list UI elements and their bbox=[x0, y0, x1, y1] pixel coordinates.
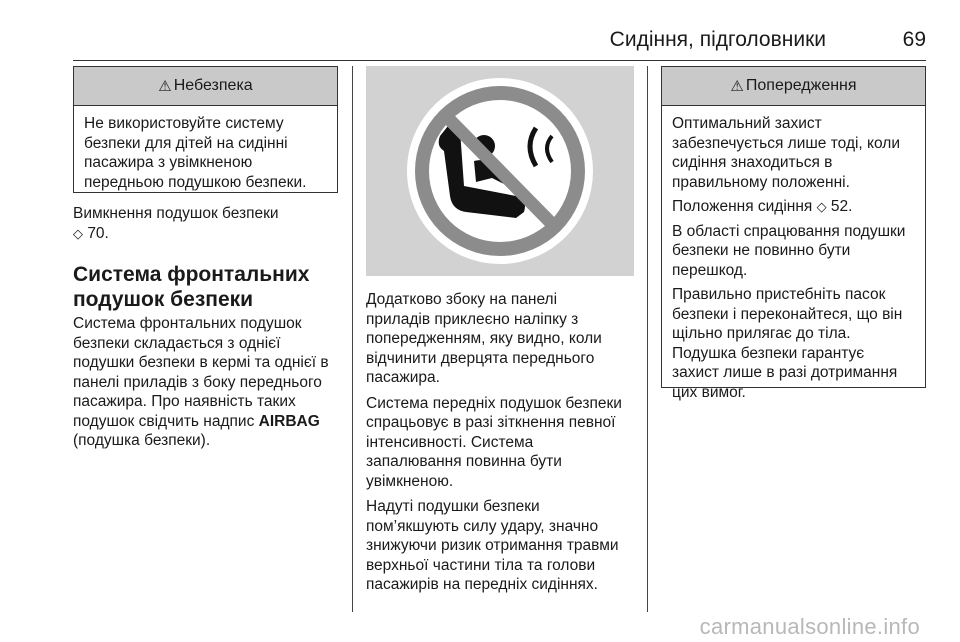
middle-text bbox=[366, 290, 641, 601]
airbag-label: AIRBAG bbox=[258, 412, 320, 430]
text-line: подушки безпеки в кермі та однієї в bbox=[73, 354, 329, 371]
text-line: пасажира. Про наявність таких bbox=[73, 393, 296, 410]
section-heading: Система фронтальних подушок безпеки bbox=[73, 263, 310, 311]
reference-link[interactable]: ◇ 70. bbox=[73, 224, 109, 242]
text-line: Система фронтальних подушок bbox=[73, 315, 302, 332]
text-line: пасажира з увімкненою bbox=[84, 154, 253, 171]
watermark: carmanualsonline.info bbox=[699, 614, 920, 639]
warning-box-header bbox=[662, 67, 925, 106]
arrow-icon: ◇ bbox=[816, 199, 827, 214]
warning-triangle-icon: ⚠ bbox=[158, 78, 172, 95]
warning-box-body: Оптимальний захист забезпечується лише тоді, коли сидіння знаходиться в правильному положенні. Положення сидіння ◇ 52. В області спрацювання подушки безпеки не повинно бути перешкод. Правильно пристебніть пасок безпеки і переконайтеся, що він щільно прилягає до тіла. Подушка безпеки гарантує захист лише в разі дотримання цих вимог. bbox=[662, 106, 925, 415]
deployment-paragraph: Система передніх подушок безпеки спрацьовує в разі зіткнення певної інтенсивності. Система запалювання повинна бути увімкненою. bbox=[366, 394, 622, 490]
reference-link[interactable]: ◇ 52. bbox=[816, 198, 853, 215]
danger-box-header bbox=[74, 67, 337, 106]
text-line: панелі приладів з боку переднього bbox=[73, 373, 322, 391]
text-line: безпеки для дітей на сидінні bbox=[84, 134, 288, 152]
airbag-description bbox=[73, 314, 348, 451]
danger-box-body bbox=[74, 106, 337, 200]
airbag-deactivation-reference bbox=[73, 204, 343, 243]
danger-box-title: Небезпека bbox=[173, 77, 253, 94]
warning-box-title: Попередження bbox=[745, 77, 857, 94]
text-line: передньою подушкою безпеки. bbox=[84, 173, 307, 191]
warning-triangle-icon: ⚠ bbox=[730, 78, 744, 95]
header-rule bbox=[73, 60, 926, 61]
warning-box bbox=[661, 66, 926, 401]
page-header-title: Сидіння, підголовники bbox=[609, 28, 826, 51]
arrow-icon: ◇ bbox=[73, 225, 83, 241]
text-line: безпеки складається з однієї bbox=[73, 334, 281, 352]
page-number: 69 bbox=[902, 28, 926, 51]
seat-position-reference: Положення сидіння ◇ 52. bbox=[672, 198, 853, 215]
column-divider-right bbox=[647, 66, 648, 612]
no-child-seat-airbag-sign-icon bbox=[366, 66, 634, 276]
protection-paragraph: Надуті подушки безпеки пом’якшують силу удару, значно знижуючи ризик отримання травми верхньої частини тіла та голови пасажирів на передніх сидіннях. bbox=[366, 498, 619, 593]
danger-box bbox=[73, 66, 338, 193]
airbag-warning-image bbox=[366, 66, 634, 276]
text-line: подушок свідчить надпис AIRBAG bbox=[73, 412, 320, 430]
text-line: (подушка безпеки). bbox=[73, 432, 211, 449]
sticker-paragraph: Додатково збоку на панелі приладів приклеєно наліпку з попередженням, яку видно, коли відчинити дверцята переднього пасажира. bbox=[366, 291, 602, 386]
text-line: Вимкнення подушок безпеки bbox=[73, 205, 279, 222]
text-line: Не використовуйте систему bbox=[84, 115, 284, 132]
column-divider-left bbox=[352, 66, 353, 612]
